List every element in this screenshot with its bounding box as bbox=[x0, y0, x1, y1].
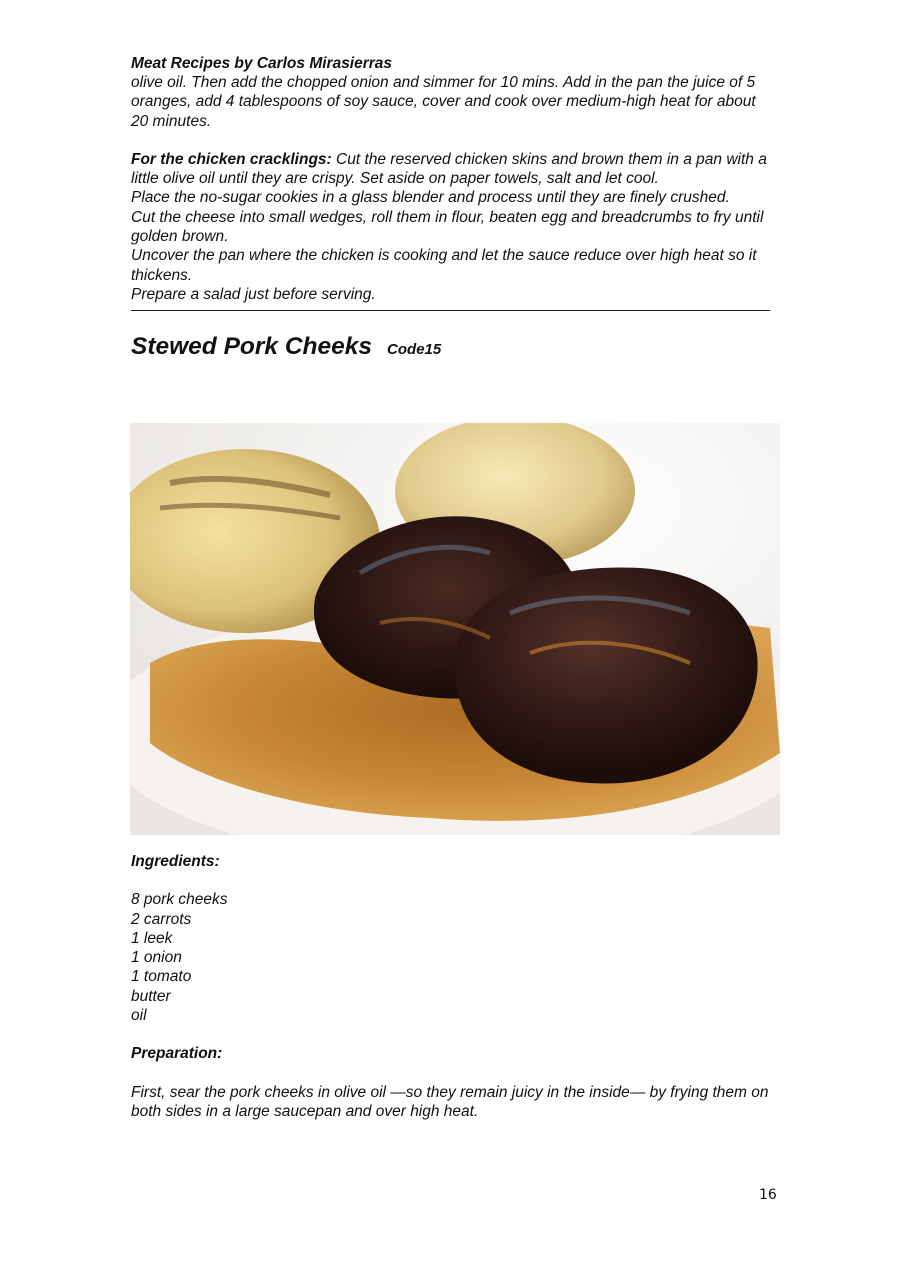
ingredients-heading: Ingredients: bbox=[131, 853, 220, 870]
cracklings-paragraph bbox=[131, 150, 776, 189]
ingredient-item: 1 onion bbox=[131, 949, 182, 967]
running-header: Meat Recipes by Carlos Mirasierras bbox=[131, 55, 393, 72]
step-cookies: Place the no-sugar cookies in a glass blender and process until they are finely crushed. bbox=[131, 189, 730, 207]
ingredient-item: 1 tomato bbox=[131, 968, 192, 986]
step-salad: Prepare a salad just before serving. bbox=[131, 285, 376, 303]
recipe-details bbox=[131, 852, 776, 1121]
ingredients-list bbox=[131, 890, 776, 1025]
recipe-photo bbox=[130, 423, 780, 835]
preparation-heading: Preparation: bbox=[131, 1045, 223, 1063]
ingredient-item: 1 leek bbox=[131, 929, 173, 947]
preparation-text: First, sear the pork cheeks in olive oil —so they remain juicy in the inside— by frying them on both sides in a large saucepan and over high heat. bbox=[131, 1083, 769, 1120]
ingredient-item: 8 pork cheeks bbox=[131, 891, 228, 909]
recipe-title-row bbox=[131, 333, 776, 361]
previous-recipe-continuation: olive oil. Then add the chopped onion and simmer for 10 mins. Add in the pan the juice of 5 oranges, add 4 tablespoons of soy sauce, cover and cook over medium-high heat for about 20 minutes. bbox=[131, 74, 756, 130]
ingredient-item: 2 carrots bbox=[131, 910, 192, 928]
upper-text-block bbox=[131, 54, 776, 361]
ingredient-item: butter bbox=[131, 987, 171, 1005]
cracklings-label: For the chicken cracklings: bbox=[131, 150, 332, 168]
section-divider bbox=[131, 310, 770, 311]
page-number: 16 bbox=[759, 1187, 777, 1203]
ingredient-item: oil bbox=[131, 1007, 147, 1025]
step-sauce: Uncover the pan where the chicken is cooking and let the sauce reduce over high heat so it thickens. bbox=[131, 247, 757, 284]
recipe-code: Code15 bbox=[387, 341, 442, 359]
recipe-title: Stewed Pork Cheeks bbox=[131, 333, 373, 361]
step-cheese: Cut the cheese into small wedges, roll them in flour, beaten egg and breadcrumbs to fry until golden brown. bbox=[131, 208, 764, 246]
cracklings-text: Cut the reserved chicken skins and brown them in a pan with a little olive oil until they are crispy. Set aside on paper towels, salt and let cool. bbox=[131, 150, 767, 188]
